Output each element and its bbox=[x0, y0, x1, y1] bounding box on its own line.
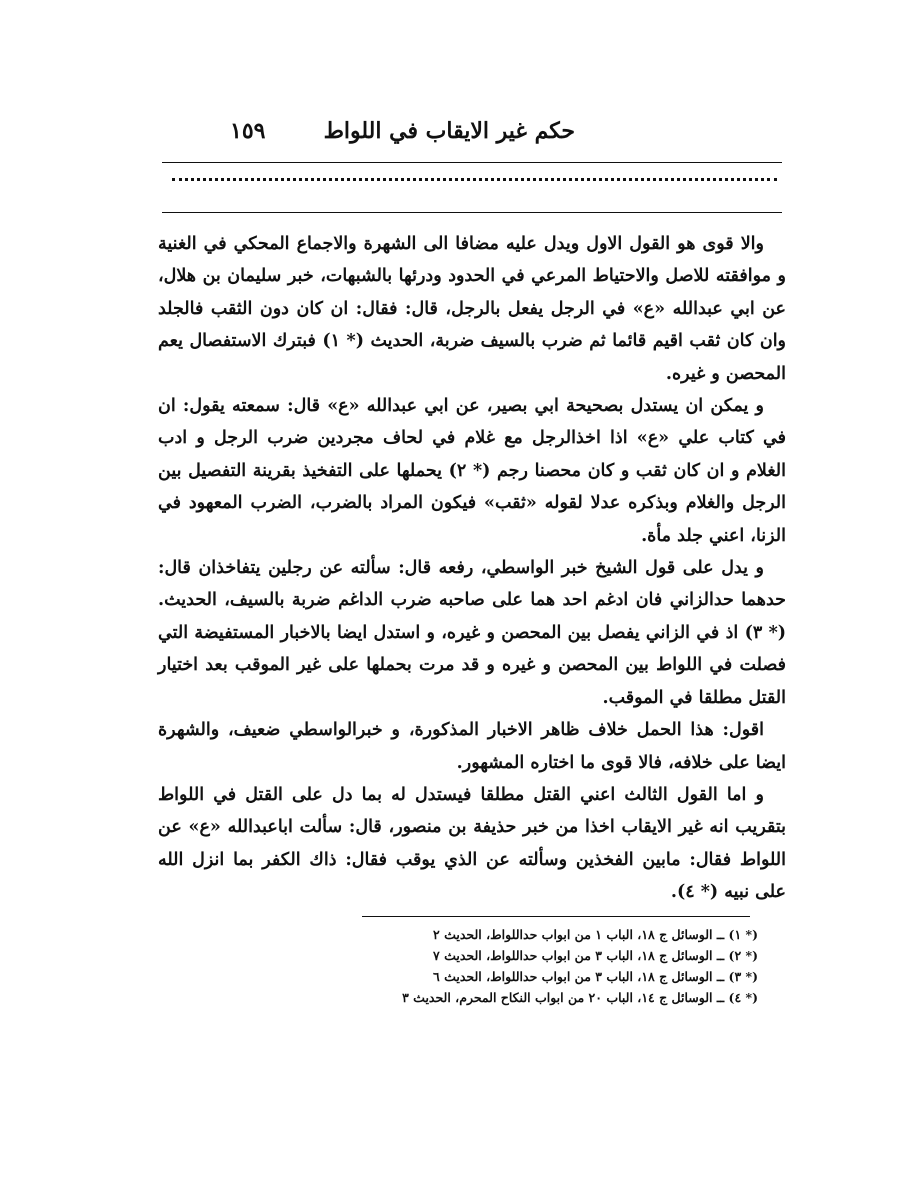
header-rule-bottom bbox=[162, 212, 782, 213]
page-header bbox=[160, 118, 785, 152]
paragraph: و يدل على قول الشيخ خبر الواسطي، رفعه قال: سألته عن رجلين يتفاخذان قال: حدهما حدالزاني فان ادغم احد هما على صاحبه ضرب الداغم ضربة بالسيف، الحديث. (* ٣) اذ في الزاني يفصل بين المحصن و غيره، و استدل ايضا بالاخبار المستفيضة التي فصلت في اللواط بين المحصن و غيره و قد مرت بحملها على غير الموقب بعد اختيار القتل مطلقا في الموقب. bbox=[158, 558, 787, 708]
footnote: (* ٤) ــ الوسائل ج ١٤، الباب ٢٠ من ابواب النكاح المحرم، الحديث ٣ bbox=[402, 990, 758, 1005]
footnotes bbox=[318, 924, 758, 1008]
paragraph: اقول: هذا الحمل خلاف ظاهر الاخبار المذكورة، و خبرالواسطي ضعيف، والشهرة ايضا على خلافه، فالا قوى ما اختاره المشهور. bbox=[158, 720, 786, 773]
header-dotted-rule bbox=[172, 178, 777, 181]
header-rule-top bbox=[162, 162, 782, 163]
page-number: ١٥٩ bbox=[230, 118, 266, 144]
paragraph: والا قوى هو القول الاول ويدل عليه مضافا الى الشهرة والاجماع المحكي في الغنية و موافقته للاصل والاحتياط المرعي في الحدود ودرئها بالشبهات، خبر سليمان بن هلال، عن ابي عبدالله «ع» في الرجل يفعل بالرجل، قال: فقال: ان كان دون الثقب فالجلد وان كان ثقب اقيم قائما ثم ضرب بالسيف ضربة، الحديث (* ١) فبترك الاستفصال يعم المحصن و غيره. bbox=[158, 234, 787, 384]
footnote: (* ٢) ــ الوسائل ج ١٨، الباب ٣ من ابواب حداللواط، الحديث ٧ bbox=[433, 948, 758, 963]
paragraph: و اما القول الثالث اعني القتل مطلقا فيستدل له بما دل على القتل في اللواط بتقريب انه غير الايقاب اخذا من خبر حذيفة بن منصور، قال: سألت اباعبدالله «ع» عن اللواط فقال: مابين الفخذين وسألته عن الذي يوقب فقال: ذاك الكفر بما انزل الله على نبيه (* ٤). bbox=[158, 784, 786, 903]
main-text bbox=[158, 228, 786, 909]
footnote: (* ٣) ــ الوسائل ج ١٨، الباب ٣ من ابواب حداللواط، الحديث ٦ bbox=[433, 969, 758, 984]
running-title: حكم غير الايقاب في اللواط bbox=[323, 118, 575, 144]
footnote-separator bbox=[362, 916, 750, 917]
paragraph: و يمكن ان يستدل بصحيحة ابي بصير، عن ابي عبدالله «ع» قال: سمعته يقول: ان في كتاب علي «ع» اذا اخذالرجل مع غلام في لحاف مجردين ضرب الرجل و ادب الغلام و ان كان ثقب و كان محصنا رجم (* ٢) يحملها على التفخيذ بقرينة التفصيل بين الرجل والغلام وبذكره عدلا لقوله «ثقب» فيكون المراد بالضرب، الضرب المعهود في الزنا، اعني جلد مأة. bbox=[158, 396, 786, 546]
footnote: (* ١) ــ الوسائل ج ١٨، الباب ١ من ابواب حداللواط، الحديث ٢ bbox=[433, 927, 758, 942]
